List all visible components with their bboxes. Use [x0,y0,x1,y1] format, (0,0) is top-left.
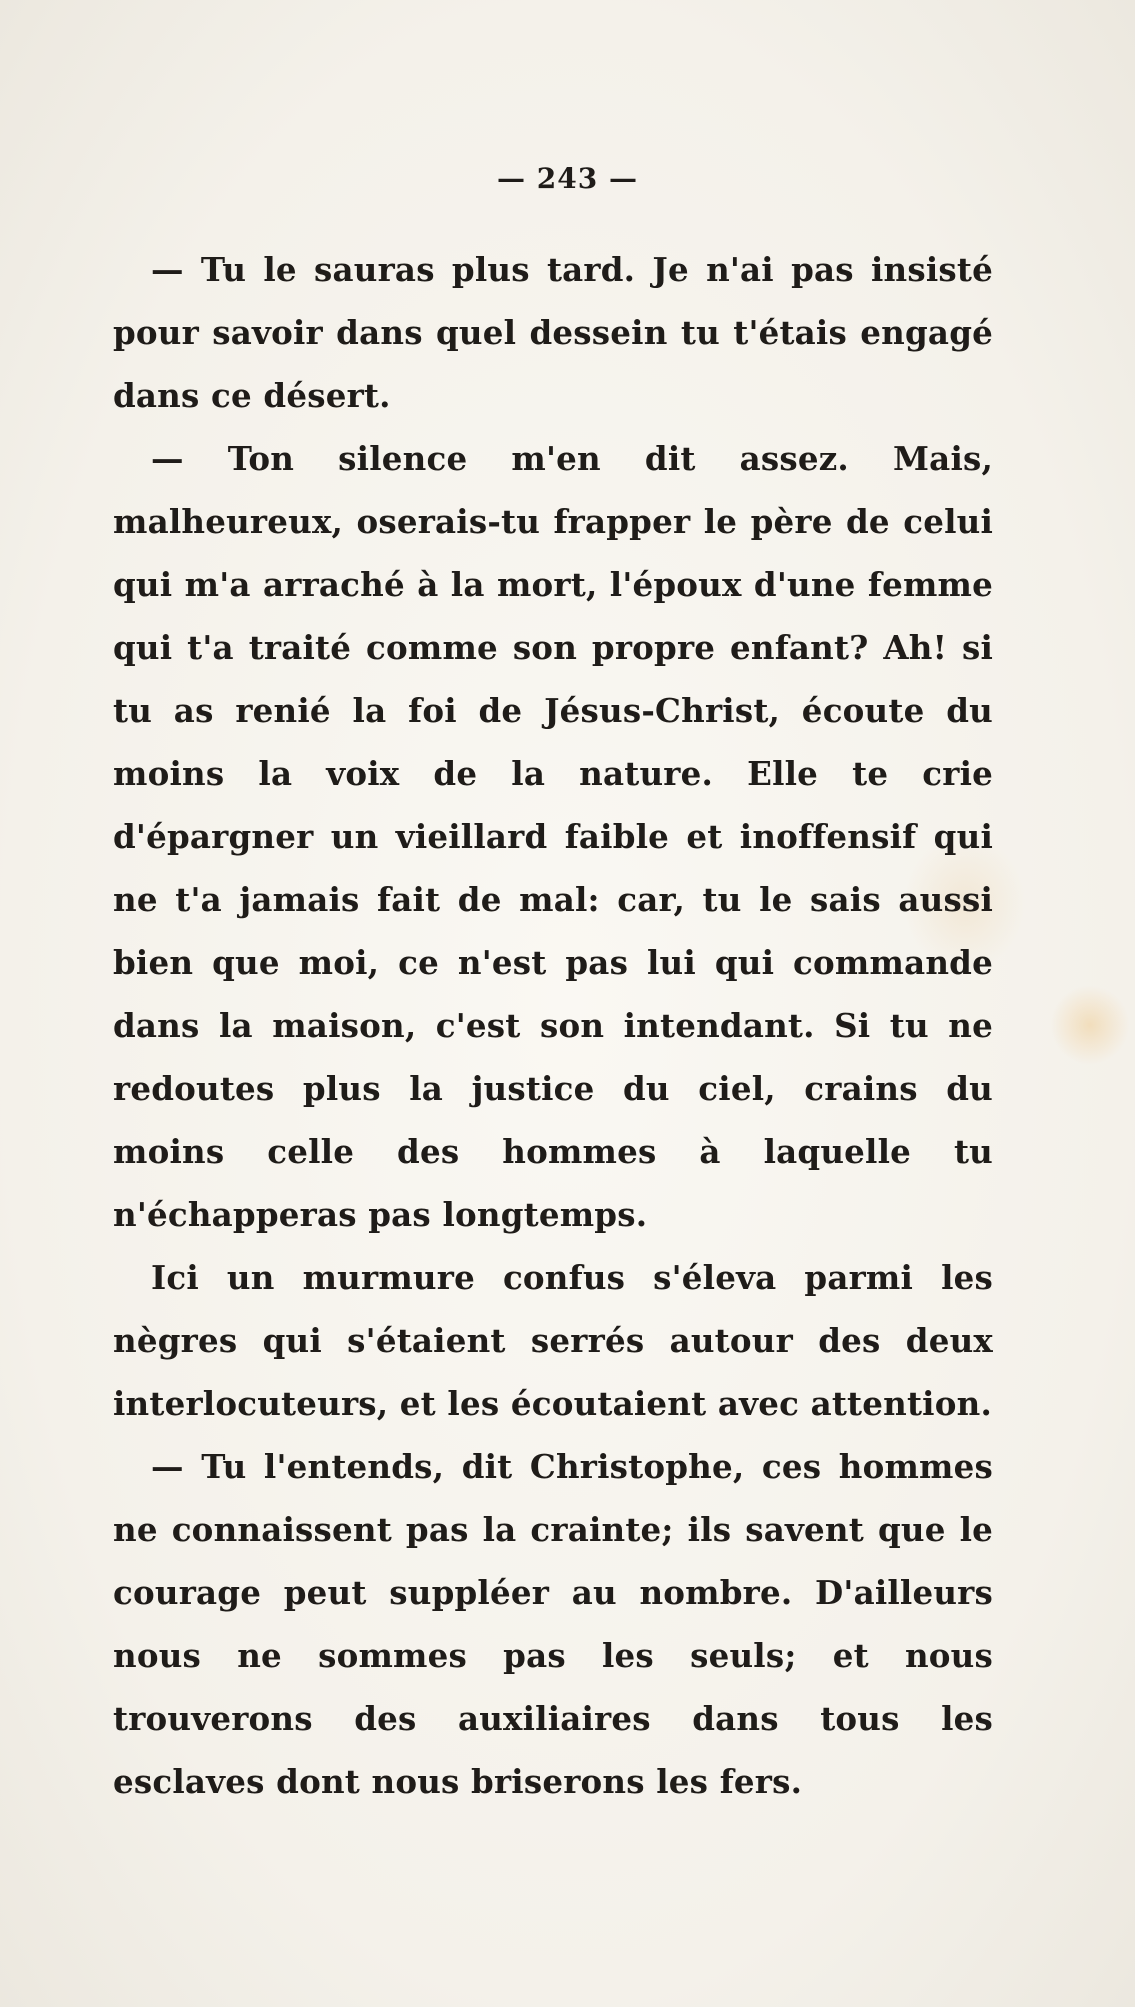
paragraph-4: — Tu l'entends, dit Christophe, ces hommes ne connaissent pas la crainte; ils savent que le courage peut suppléer au nombre. D'ailleurs nous ne sommes pas les seuls; et nous trouverons des auxiliaires dans tous les esclaves dont nous briserons les fers. [113,1447,993,1801]
paragraph-1: — Tu le sauras plus tard. Je n'ai pas insisté pour savoir dans quel dessein tu t'étais engagé dans ce désert. [113,250,993,415]
paragraph-2: — Ton silence m'en dit assez. Mais, malheureux, oserais-tu frapper le père de celui qui m'a arraché à la mort, l'époux d'une femme qui t'a traité comme son propre enfant? Ah! si tu as renié la foi de Jésus-Christ, écoute du moins la voix de la nature. Elle te crie d'épargner un vieillard faible et inoffensif qui ne t'a jamais fait de mal: car, tu le sais aussi bien que moi, ce n'est pas lui qui commande dans la maison, c'est son intendant. Si tu ne redoutes plus la justice du ciel, crains du moins celle des hommes à laquelle tu n'échapperas pas longtemps. [113,439,993,1234]
page-number: — 243 — [497,162,638,195]
paragraph-3: Ici un murmure confus s'éleva parmi les nègres qui s'étaient serrés autour des deux interlocuteurs, et les écoutaient avec attention. [113,1258,993,1423]
paper-stain [1050,985,1130,1065]
body-text [113,238,993,1813]
